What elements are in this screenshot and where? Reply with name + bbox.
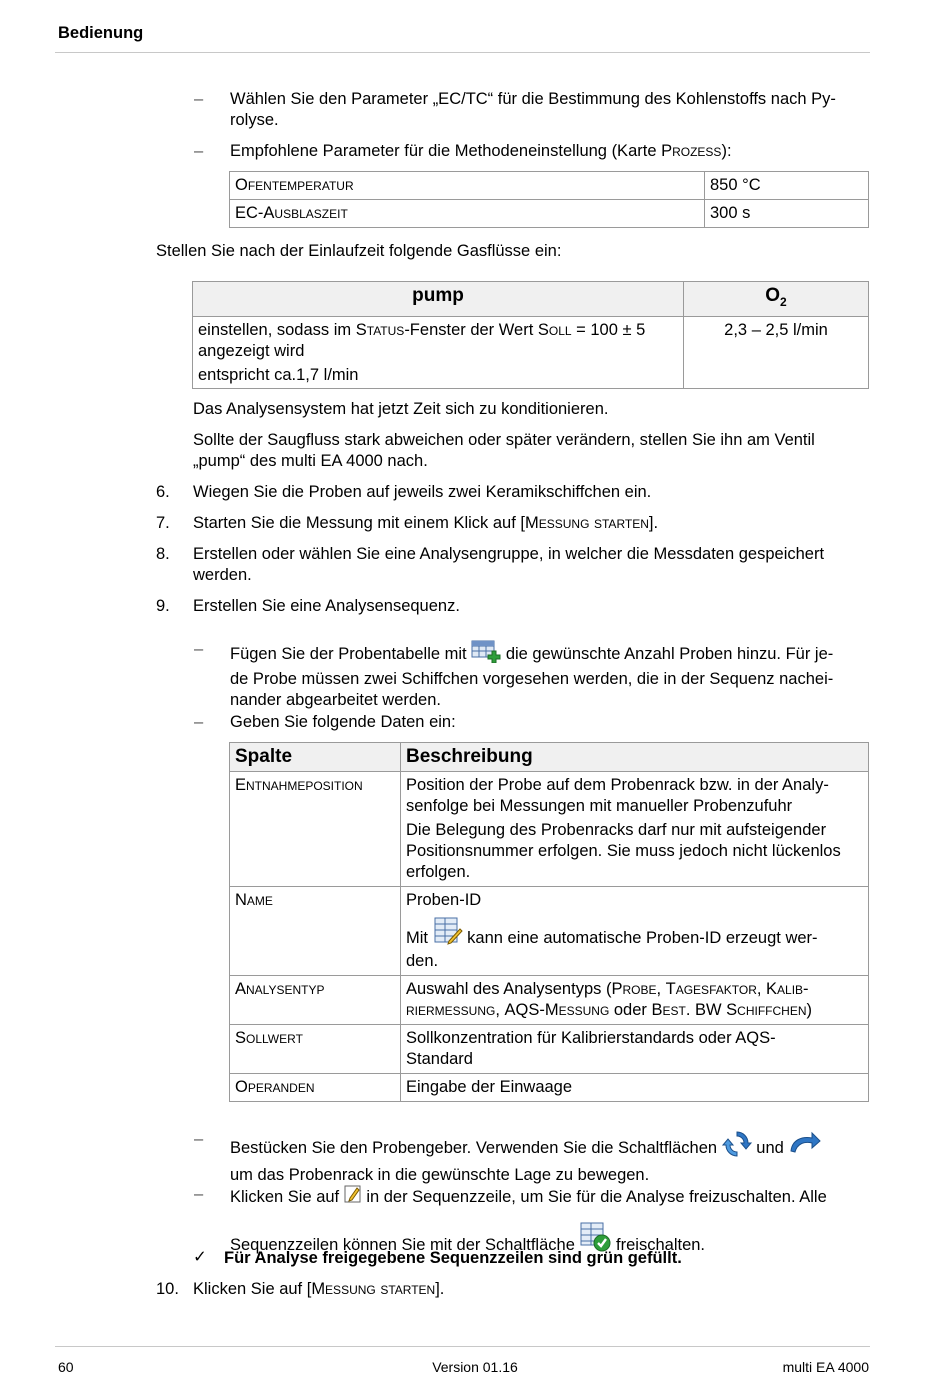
desc-name: Proben-ID Mit kann eine automatische Proben-ID erzeugt wer- den. — [401, 887, 869, 976]
dash-bullet: – — [194, 142, 204, 160]
table-row — [230, 1074, 869, 1102]
param-name: EC-Ausblaszeit — [230, 200, 705, 228]
col-operanden: Operanden — [230, 1074, 401, 1102]
bullet-method: Empfohlene Parameter für die Methodeneinstellung (Karte Prozess): — [230, 142, 732, 160]
step-number: 6. — [156, 483, 170, 501]
step-number: 8. — [156, 545, 170, 563]
param-table — [229, 171, 869, 228]
table-row — [230, 172, 869, 200]
bullet-ectc-line1: Wählen Sie den Parameter „EC/TC“ für die Bestimmung des Kohlenstoffs nach Py- — [230, 90, 836, 108]
col-analysentyp: Analysentyp — [230, 976, 401, 1025]
rotate-rack-icon — [722, 1129, 752, 1165]
edit-id-icon — [433, 917, 463, 951]
bullet-ectc-line2: rolyse. — [230, 111, 279, 129]
param-name: Ofentemperatur — [230, 172, 705, 200]
o2-cell: 2,3 – 2,5 l/min — [684, 316, 869, 388]
desc-analysentyp: Auswahl des Analysentyps (Probe, Tagesfaktor, Kalib- riermessung, AQS-Messung oder Best. BW Schiffchen) — [401, 976, 869, 1025]
table-row — [230, 772, 869, 887]
header-title: Bedienung — [58, 24, 144, 42]
header-beschreibung: Beschreibung — [401, 743, 869, 772]
step-6-text: Wiegen Sie die Proben auf jeweils zwei Keramikschiffchen ein. — [193, 483, 652, 501]
step-number: 9. — [156, 597, 170, 615]
column-table — [229, 742, 869, 1102]
button-ref-messung-starten: Messung starten — [311, 1280, 436, 1298]
move-rack-icon — [788, 1131, 822, 1161]
header-rule — [55, 52, 870, 53]
button-ref-messung-starten: Messung starten — [524, 514, 649, 532]
check-icon: ✓ — [193, 1248, 207, 1266]
col-name: Name — [230, 887, 401, 976]
pump-line1: einstellen, sodass im Status-Fenster der Wert Soll = 100 ± 5 — [198, 320, 646, 339]
table-row — [230, 200, 869, 228]
table-row — [230, 976, 869, 1025]
param-value: 850 °C — [705, 172, 869, 200]
table-row — [193, 316, 869, 388]
col-sollwert: Sollwert — [230, 1025, 401, 1074]
add-sample-icon — [471, 639, 501, 669]
desc-operanden: Eingabe der Einwaage — [401, 1074, 869, 1102]
dash-bullet: – — [194, 713, 204, 731]
bullet-add-samples: Fügen Sie der Probentabelle mit die gewünschte Anzahl Proben hinzu. Für je- de Probe müssen zwei Schiffchen vorgesehen werden, die in der Sequenz nachei- nander abgearbeitet werden. — [230, 639, 870, 711]
step-number: 7. — [156, 514, 170, 532]
table-row — [230, 743, 869, 772]
table-row — [193, 282, 869, 317]
header-spalte: Spalte — [230, 743, 401, 772]
dash-bullet: – — [194, 640, 204, 658]
gasflow-table — [192, 281, 869, 389]
dash-bullet: – — [194, 1130, 204, 1148]
condition-text: Das Analysensystem hat jetzt Zeit sich zu konditionieren. — [193, 400, 609, 418]
bullet-ectc — [230, 89, 870, 131]
pump-line3: entspricht ca.1,7 l/min — [198, 365, 359, 384]
pump-cell — [193, 316, 684, 388]
card-name: Prozess — [661, 142, 722, 160]
pump-line2: angezeigt wird — [198, 341, 305, 360]
page-number: 60 — [58, 1359, 74, 1375]
dash-bullet: – — [194, 90, 204, 108]
step-8-text: Erstellen oder wählen Sie eine Analysengruppe, in welcher die Messdaten gespeichert werden. — [193, 545, 825, 584]
product-name: multi EA 4000 — [782, 1359, 869, 1375]
header-o2: $O_2$ — [684, 282, 869, 317]
table-row — [230, 887, 869, 976]
step-7-text: Starten Sie die Messung mit einem Klick auf [Messung starten]. — [193, 514, 659, 532]
col-entnahmeposition: Entnahmeposition — [230, 772, 401, 887]
step-9-text: Erstellen Sie eine Analysensequenz. — [193, 597, 460, 615]
desc-entnahmeposition: Position der Probe auf dem Probenrack bzw. in der Analy- senfolge bei Messungen mit manueller Probenzufuhr Die Belegung des Probenracks darf nur mit aufsteigender Positionsnummer erfolgen. Sie muss jedoch nicht lückenlos erfolgen. — [401, 772, 869, 887]
gasflow-intro: Stellen Sie nach der Einlaufzeit folgende Gasflüsse ein: — [156, 242, 562, 260]
step-number: 10. — [156, 1280, 179, 1298]
check-result: Für Analyse freigegebene Sequenzzeilen sind grün gefüllt. — [224, 1249, 682, 1267]
saugfluss-text: Sollte der Saugfluss stark abweichen oder später verändern, stellen Sie ihn am Ventil „pump“ des multi EA 4000 nach. — [193, 431, 815, 470]
step-10-text: Klicken Sie auf [Messung starten]. — [193, 1280, 445, 1298]
bullet-enter-data: Geben Sie folgende Daten ein: — [230, 713, 456, 731]
checkbox-edit-icon — [344, 1184, 362, 1210]
desc-sollwert: Sollkonzentration für Kalibrierstandards oder AQS- Standard — [401, 1025, 869, 1074]
param-value: 300 s — [705, 200, 869, 228]
header-pump: pump — [193, 282, 684, 317]
dash-bullet: – — [194, 1185, 204, 1203]
bullet-freischalten: Klicken Sie auf in der Sequenzzeile, um Sie für die Analyse freizuschalten. Alle Sequenzzeilen können Sie mit der Schaltfläche freischalten. — [230, 1184, 870, 1258]
version-text: Version 01.16 — [432, 1359, 518, 1375]
footer-rule — [55, 1346, 870, 1347]
bullet-probengeber: Bestücken Sie den Probengeber. Verwenden Sie die Schaltflächen und um das Probenrack in die gewünschte Lage zu bewegen. — [230, 1129, 870, 1186]
table-row — [230, 1025, 869, 1074]
